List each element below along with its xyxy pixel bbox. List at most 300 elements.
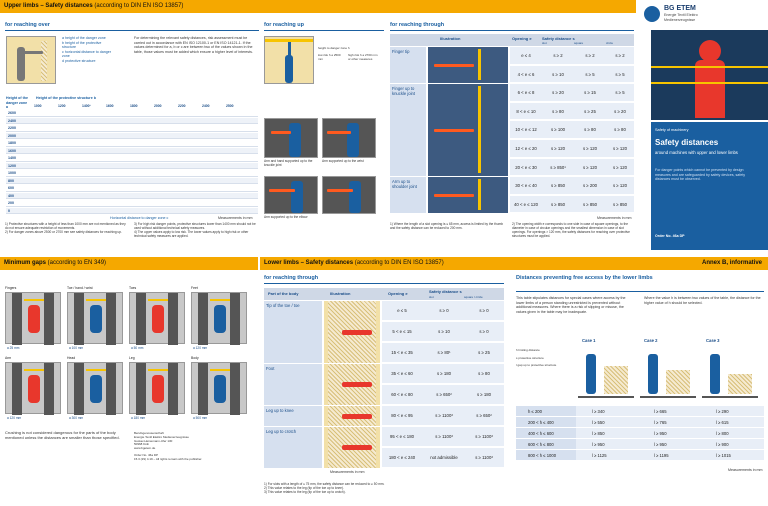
lower-slot: s ≥ 180 <box>436 371 452 376</box>
reaching-over-table <box>6 104 258 216</box>
lower-group-label: Tip of the toe / toe <box>264 301 322 363</box>
b-value-header: 2500 <box>226 104 234 108</box>
lower-slot: not admissible <box>430 455 458 460</box>
group-label: Finger tip <box>390 47 426 83</box>
gap-value: a 180 mm <box>131 416 146 420</box>
lower-limbs-header <box>260 257 768 270</box>
lower-reaching-heading: for reaching through <box>264 275 319 281</box>
brand-desc: For danger points which cannot be prevented by design measures and are safeguarded by safety devices, safety distances must be observed. <box>655 168 746 181</box>
legend-c: c horizontal distance to danger zone <box>62 49 111 59</box>
lower-opening: 35 < e ≤ 60 <box>391 371 413 376</box>
circle-value: s ≥ 120 <box>612 146 628 151</box>
brand-sub1: Energie Textil Elektro <box>664 13 698 17</box>
top-section-header <box>0 0 636 13</box>
annex-label: Annex B, informative <box>701 260 762 266</box>
lower-opening: 5 < e ≤ 15 <box>392 329 412 334</box>
note-1: 1) Protective structures with a height of less than 1000 mm are not mentioned as they do not ensure adequate restriction of movements. <box>5 222 126 230</box>
gap-marker <box>86 299 106 301</box>
gap-value: a 120 mm <box>193 346 208 350</box>
lower-slot: s ≥ 650² <box>436 392 452 397</box>
slot-value: s ≥ 100 <box>550 127 566 133</box>
publisher-line: Gustav-Heinemann-Ufer 130 <box>134 438 173 443</box>
reaching-up-rule <box>264 30 384 31</box>
lower-opening: 180 < e ≤ 240 <box>388 455 416 460</box>
access-case1: l ≥ 950 <box>592 442 605 447</box>
table-row-band <box>6 140 258 147</box>
square-value: s ≥ 15 <box>584 90 596 96</box>
access-case1: l ≥ 340 <box>592 409 605 414</box>
lower-illustration <box>324 364 380 405</box>
lower-leg <box>342 382 372 387</box>
gap-body-part <box>152 375 164 403</box>
brand-kicker: Safety of machinery <box>655 128 689 132</box>
lower-slot: s ≥ 10 <box>438 329 450 334</box>
legend-a: a height of the danger zone <box>62 36 106 40</box>
a-value-cell: 1000 <box>8 171 16 175</box>
access-h-value: h ≤ 200 <box>528 409 542 414</box>
lower-notes <box>264 482 404 494</box>
lower-header-row <box>264 288 504 300</box>
lower-reaching-rule <box>264 283 504 284</box>
reaching-through-rule <box>390 30 634 31</box>
gap-marker <box>24 369 44 371</box>
circle-value: s ≥ 850 <box>612 201 628 207</box>
group-label: Finger up to knuckle joint <box>390 84 426 176</box>
gap-figure <box>5 292 61 344</box>
publisher-line: Energie Textil Elektro Medienerzeugnisse <box>134 434 189 439</box>
lower-col-square: square / circle <box>464 295 483 299</box>
gap-label: Toes <box>129 286 137 290</box>
publisher-line: 15.3 (29) 4.19 – All rights remain with the publisher. <box>134 456 203 461</box>
slot-value: s ≥ 850 <box>550 201 566 207</box>
reaching-through-note-2: 2) The opening width e corresponds to one side in case of square openings, to the diameter in case of circular openings and the smallest dimension in case of slot openings. For openings > 120 mm, the safety distances for reaching over protective structures must be applied. <box>512 222 630 238</box>
reaching-up-elbow-figure <box>264 176 318 214</box>
lower-illustration <box>324 427 380 468</box>
publisher-line: 50968 Köln <box>134 442 150 447</box>
lower-col-illustration: Illustration <box>330 291 351 296</box>
gap-value: a 25 mm <box>7 346 20 350</box>
gap-label: Leg <box>129 356 135 360</box>
b-value-header: 1800 <box>130 104 138 108</box>
square-value: s ≥ 80 <box>584 127 596 133</box>
opening-value: 8 < e ≤ 10 <box>516 108 536 114</box>
table-row-band <box>6 193 258 200</box>
table-row-band <box>6 170 258 177</box>
gap-bar-left <box>136 363 146 415</box>
publisher-line: www.bgetem.de <box>134 446 156 451</box>
opening-value: 12 < e ≤ 20 <box>515 146 537 151</box>
brand-order: Order No. 46a DP <box>655 234 685 238</box>
reaching-up-heading: for reaching up <box>264 22 305 28</box>
gap-bar-left <box>198 363 208 415</box>
access-legend-l: l gap up to protective structure <box>516 363 557 368</box>
a-value-cell: 1400 <box>8 156 16 160</box>
circle-value: s ≥ 20 <box>614 108 626 114</box>
cover-photo <box>651 30 768 120</box>
gap-marker <box>148 299 168 301</box>
case-figure <box>640 346 696 400</box>
table-row-band <box>6 208 258 215</box>
a-value-cell: 0 <box>8 208 10 213</box>
caption-elbow: Arm supported up to the elbow <box>264 215 308 219</box>
access-legend-h: h limiting distance <box>516 348 540 352</box>
min-gaps-header <box>0 257 258 270</box>
gap-label: Head <box>67 356 76 360</box>
reaching-through-heading: for reaching through <box>390 22 445 28</box>
lower-leg <box>342 414 372 419</box>
gap-marker <box>210 369 230 371</box>
opening-value: 4 < e ≤ 6 <box>517 71 535 77</box>
lower-illustration <box>324 406 380 426</box>
group-illustration <box>428 84 508 176</box>
gap-figure <box>67 292 123 344</box>
slot-value: s ≥ 80 <box>552 108 564 114</box>
brand-subtitle: around machines with upper and lower limbs <box>655 150 738 155</box>
gap-bar-right <box>106 293 116 345</box>
label-high-risk: high risk h ≥ 2700 mm or other measures <box>348 52 378 62</box>
access-rule <box>516 291 764 292</box>
lower-square: s ≥ 80 <box>478 371 490 376</box>
opening-bar <box>478 179 481 210</box>
gap-figure <box>67 362 123 414</box>
case-structure <box>666 370 690 394</box>
lower-col-opening: Opening e <box>388 291 408 296</box>
opening-value: 30 < e ≤ 40 <box>515 183 537 189</box>
access-case2: l ≥ 950 <box>654 431 667 436</box>
lower-slot: s ≥ 1100³ <box>435 434 453 439</box>
circle-value: s ≥ 80 <box>614 127 626 133</box>
a-value-cell: 800 <box>8 178 14 183</box>
min-gaps-title: Minimum gaps <box>4 260 47 266</box>
access-intro: This table stipulates distances for special cases where access by the lower limbs of a person standing unrestricted is prevented without additional measures. Where there is a risk of slipping or misuse, the values given in the table may be inadequate. <box>516 296 626 314</box>
lower-square: s ≥ 1100³ <box>475 434 493 439</box>
gap-body-part <box>214 305 226 333</box>
reaching-through-measure: Measurements in mm <box>597 216 632 220</box>
circle-value: s ≥ 120 <box>612 183 628 189</box>
opening-value: 20 < e ≤ 30 <box>515 164 537 170</box>
case-structure <box>728 374 752 394</box>
gap-body-part <box>214 375 226 403</box>
circle-value: s ≥ 5 <box>615 71 625 77</box>
brand-sub2: Medienerzeugnisse <box>664 18 696 22</box>
lower-square: s ≥ 0 <box>479 308 489 313</box>
note-3: 3) For high risk danger points, protective structures lower than 1400 mm should not be used without additional technical safety measures. <box>134 222 256 230</box>
lower-square: s ≥ 650² <box>476 413 492 418</box>
gap-label: Arm <box>5 356 12 360</box>
brand-panel <box>640 0 768 250</box>
group-illustration <box>428 177 508 213</box>
col-circle: circle <box>606 41 614 45</box>
gap-value: a 300 mm <box>69 416 84 420</box>
b-value-header: 2200 <box>178 104 186 108</box>
access-h-value: 600 < h ≤ 800 <box>528 442 554 447</box>
gap-label: Feet <box>191 286 198 290</box>
lower-reaching-table <box>264 301 504 469</box>
case-label: Case 2 <box>644 338 658 343</box>
access-case2: l ≥ 950 <box>654 442 667 447</box>
table-row-band <box>6 118 258 125</box>
circle-value: s ≥ 120 <box>612 164 628 170</box>
brand-name: BG ETEM <box>664 5 696 12</box>
top-header-title: Upper limbs – Safety distances <box>4 3 93 9</box>
reaching-over-rule <box>5 30 259 31</box>
gap-body-part <box>28 305 40 333</box>
col-slot: slot <box>542 41 547 45</box>
lower-slot: s ≥ 0 <box>439 308 449 313</box>
access-case1: l ≥ 850 <box>592 431 605 436</box>
a-value-cell: 400 <box>8 193 14 198</box>
access-case2: l ≥ 1195 <box>654 453 669 458</box>
lower-square: s ≥ 1100³ <box>475 455 493 460</box>
reaching-through-note-1: 1) Where the length of a slot opening is ≤ 65 mm, access is limited by the thumb and the safety distance can be reduced to 200 mm. <box>390 222 504 230</box>
table-row-band <box>6 155 258 162</box>
a-value-cell: 2400 <box>8 118 16 123</box>
gap-bar-left <box>136 293 146 345</box>
lower-title: Lower limbs – Safety distances <box>264 260 354 266</box>
lower-col-part: Part of the body <box>268 291 299 296</box>
case-person-icon <box>648 354 658 394</box>
lower-group-label: Leg up to crotch <box>264 427 322 468</box>
a-value-cell: 600 <box>8 186 14 190</box>
gap-marker <box>24 299 44 301</box>
gap-marker <box>86 369 106 371</box>
slot-value: s ≥ 20 <box>552 90 564 96</box>
access-case3: l ≥ 800 <box>716 431 729 436</box>
reaching-through-header-row <box>390 34 634 46</box>
access-legend-s: s protective structure <box>516 355 544 360</box>
gap-figure <box>191 292 247 344</box>
lower-measure: Measurements in mm <box>330 470 365 474</box>
gap-body-part <box>90 375 102 403</box>
label-low-risk: low risk h ≥ 2500 mm <box>318 52 341 62</box>
slot-value: s ≥ 120 <box>550 146 566 151</box>
col-safety: Safety distance s <box>542 36 575 41</box>
publisher-line: Order No. 46a DP <box>134 452 159 457</box>
b-value-header: 1000 <box>34 104 42 108</box>
note-4: 4) The upper values apply to low risk. The lower values apply to high risk or other technical safety measures are applied. <box>134 230 249 238</box>
a-value-cell: 2000 <box>8 133 16 138</box>
lower-note-3: 3) This value relates to the leg (tip of the toe up to crotch). <box>264 490 346 494</box>
slot-value: s ≥ 850¹ <box>550 164 566 170</box>
table-row-band <box>6 163 258 170</box>
brand-title: Safety distances <box>655 138 719 147</box>
opening-bar <box>478 86 481 173</box>
gap-body-part <box>28 375 40 403</box>
access-case3: l ≥ 290 <box>716 409 729 414</box>
square-value: s ≥ 850 <box>582 201 598 207</box>
reaching-over-illustration <box>6 36 56 84</box>
circle-value: s ≥ 5 <box>615 90 625 96</box>
note-2: 2) For danger zones above 2500 or 2700 mm see safety distances for reaching up. <box>5 230 122 234</box>
reaching-up-wrist-figure <box>322 118 376 158</box>
lower-note-2: 2) This value relates to the leg (tip of the toe up to knee). <box>264 486 344 490</box>
access-h-cell <box>516 406 576 416</box>
lower-note-1: 1) For slots with a length of ≤ 75 mm, the safety distance can be reduced to ≥ 50 mm. <box>264 482 385 486</box>
gap-bar-left <box>12 293 22 345</box>
lower-col-safety: Safety distance s <box>429 289 462 294</box>
caption-wrist: Arm supported up to the wrist <box>322 159 364 163</box>
gap-bar-right <box>230 293 240 345</box>
access-h-value: 400 < h ≤ 600 <box>528 431 554 436</box>
table-row-band <box>6 200 258 207</box>
table-row-band <box>6 185 258 192</box>
gap-figure <box>191 362 247 414</box>
bg-etem-logo-icon <box>644 6 660 22</box>
reaching-over-legend <box>62 36 112 64</box>
col-header-a: Height of the danger zone a <box>6 96 28 110</box>
lower-opening: 80 < e ≤ 95 <box>391 413 413 418</box>
gap-label: Fingers <box>5 286 17 290</box>
reaching-through-table <box>390 47 634 215</box>
access-intro2: Where the value h is between two values of the table, the distance for the higher value of h should be selected. <box>644 296 761 305</box>
lower-slot: s ≥ 1100³ <box>435 413 453 418</box>
square-value: s ≥ 120 <box>582 146 598 151</box>
caption-knuckle: Arm and hand supported up to the knuckle joint <box>264 159 313 167</box>
case-label: Case 3 <box>706 338 720 343</box>
lower-square: s ≥ 180 <box>476 392 492 397</box>
a-value-cell: 200 <box>8 201 14 205</box>
gap-bar-right <box>44 363 54 415</box>
gap-value: a 500 mm <box>193 416 208 420</box>
lower-illustration <box>324 301 380 363</box>
col-square: square <box>574 41 584 45</box>
table-row-band <box>6 148 258 155</box>
case-figure <box>578 346 634 400</box>
gap-bar-right <box>168 363 178 415</box>
table-row-band <box>6 110 258 117</box>
gap-bar-left <box>74 363 84 415</box>
access-case2: l ≥ 665 <box>654 409 667 414</box>
gap-figure <box>5 362 61 414</box>
gap-label: Body <box>191 356 199 360</box>
access-case1: l ≥ 1125 <box>592 453 607 458</box>
opening-value: 6 < e ≤ 8 <box>517 90 535 96</box>
gap-label: Toe / hand / wrist <box>67 286 93 290</box>
lower-sub: (according to DIN EN ISO 13857) <box>353 260 444 266</box>
b-value-header: 1200 <box>58 104 66 108</box>
crush-note: Crushing is not considered dangerous for the parts of the body mentioned unless the distances are smaller than those specified. <box>5 430 120 440</box>
gap-value: a 50 mm <box>131 346 144 350</box>
access-case1: l ≥ 550 <box>592 420 605 425</box>
b-value-header: 2400 <box>202 104 210 108</box>
lower-opening: 95 < e ≤ 180 <box>390 434 414 439</box>
square-value: s ≥ 5 <box>585 71 595 77</box>
hand-shape <box>434 194 474 197</box>
table-row-band <box>6 125 258 132</box>
col-header-b: Height of the protective structure b <box>36 96 96 100</box>
a-value-cell: 1800 <box>8 141 16 145</box>
lower-leg <box>342 445 372 450</box>
case-floor <box>640 396 696 398</box>
slot-value: s ≥ 850 <box>550 183 566 189</box>
access-case3: l ≥ 1015 <box>716 453 731 458</box>
publisher-line: Berufsgenossenschaft <box>134 431 164 435</box>
table-row-band <box>6 133 258 140</box>
square-value: s ≥ 200 <box>582 183 598 189</box>
b-value-header: 1400¹ <box>82 104 91 108</box>
reaching-over-notes-left <box>5 222 127 234</box>
gap-body-part <box>152 305 164 333</box>
access-h-value: 200 < h ≤ 400 <box>528 420 554 425</box>
access-case2: l ≥ 765 <box>654 420 667 425</box>
min-gaps-grid <box>5 286 255 420</box>
reaching-up-knuckle-figure <box>264 118 318 158</box>
case-person-icon <box>710 354 720 394</box>
b-value-header: 2000 <box>154 104 162 108</box>
min-gaps-sub: (according to EN 349) <box>46 260 107 266</box>
lower-opening: e ≤ 5 <box>397 308 407 313</box>
legend-d: d protective structure <box>62 58 96 63</box>
lower-slot: s ≥ 80¹ <box>437 350 451 355</box>
lower-group-label: Leg up to knee <box>264 406 322 426</box>
reaching-over-heading: for reaching over <box>5 22 50 28</box>
opening-bar <box>478 49 481 80</box>
access-heading: Distances preventing free access by the lower limbs <box>516 275 653 281</box>
case-person-icon <box>586 354 596 394</box>
hand-shape <box>434 129 474 132</box>
square-value: s ≥ 25 <box>584 108 596 114</box>
access-table <box>516 406 764 464</box>
a-value-cell: 1200 <box>8 163 16 168</box>
gap-bar-right <box>106 363 116 415</box>
gap-bar-right <box>230 363 240 415</box>
lower-square: s ≥ 25 <box>478 350 490 355</box>
gap-value: a 120 mm <box>7 416 22 420</box>
gap-marker <box>210 299 230 301</box>
legend-b: b height of the protective structure <box>62 40 102 50</box>
top-header-sub: (according to DIN EN ISO 13857) <box>92 3 184 9</box>
lower-square: s ≥ 0 <box>479 329 489 334</box>
access-legend <box>516 348 576 368</box>
gap-value: a 100 mm <box>69 346 84 350</box>
b-value-header: 1600 <box>106 104 114 108</box>
reaching-up-elbow-figure-2 <box>322 176 376 214</box>
a-value-cell: 2600 <box>8 111 16 115</box>
gap-bar-left <box>12 363 22 415</box>
case-figures <box>578 338 764 402</box>
access-case3: l ≥ 900 <box>716 442 729 447</box>
gap-bar-left <box>74 293 84 345</box>
access-case3: l ≥ 615 <box>716 420 729 425</box>
gap-body-part <box>90 305 102 333</box>
gap-figure <box>129 292 185 344</box>
reaching-up-labels <box>318 46 380 62</box>
col-opening: Opening e <box>512 36 532 41</box>
reaching-over-caption: Horizontal distance to danger zone c <box>110 216 169 220</box>
access-h-value: 800 < h ≤ 1000 <box>528 453 557 458</box>
access-measure: Measurements in mm <box>728 468 763 472</box>
case-floor <box>702 396 758 398</box>
opening-value: 40 < e ≤ 120 <box>514 201 538 207</box>
case-floor <box>578 396 634 398</box>
cover-text-panel <box>651 122 768 250</box>
slot-value: s ≥ 2 <box>553 53 563 58</box>
publisher-block <box>134 432 254 462</box>
hand-shape <box>434 64 474 67</box>
slot-value: s ≥ 10 <box>552 71 564 77</box>
case-structure <box>604 366 628 394</box>
square-value: s ≥ 2 <box>585 53 595 58</box>
reaching-up-figure <box>264 36 314 84</box>
case-label: Case 1 <box>582 338 596 343</box>
reaching-over-notes-right <box>134 222 258 238</box>
lower-group-label: Foot <box>264 364 322 405</box>
label-height: height to danger zone h <box>318 46 350 50</box>
group-label: Arm up to shoulder joint <box>390 177 426 213</box>
gap-bar-left <box>198 293 208 345</box>
lower-opening: 15 < e ≤ 35 <box>391 350 413 355</box>
a-value-cell: 2200 <box>8 126 16 130</box>
